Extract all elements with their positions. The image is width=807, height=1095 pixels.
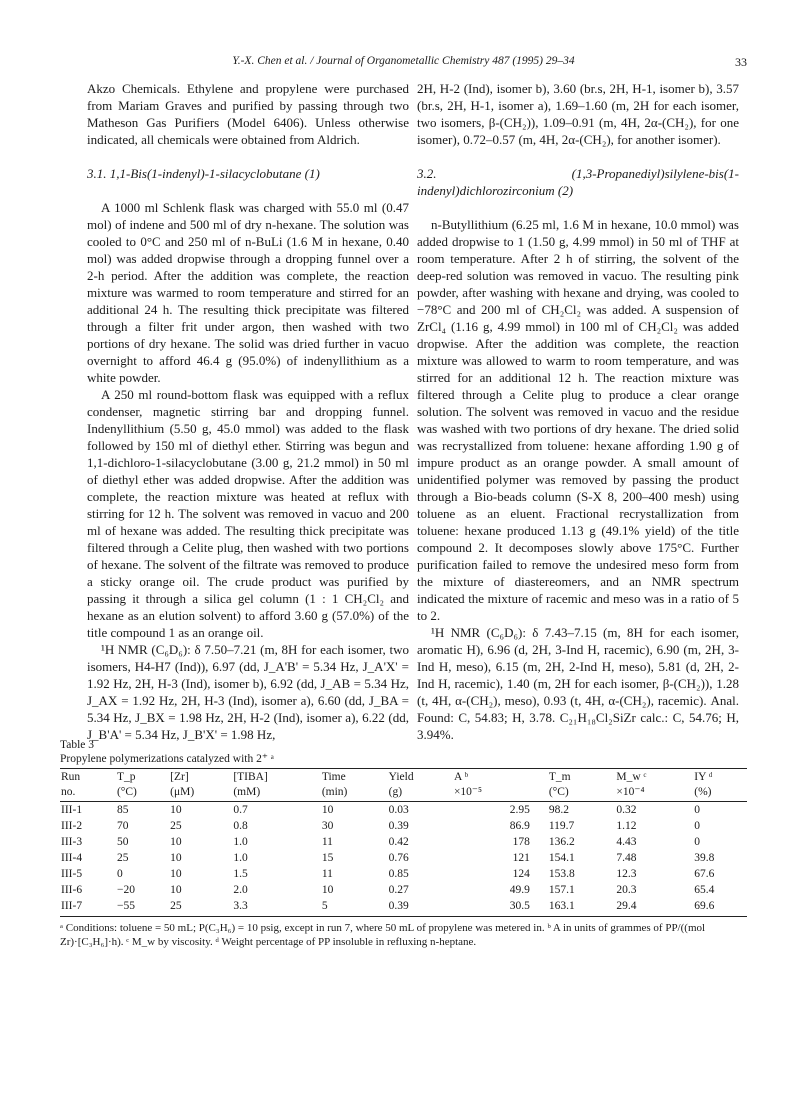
table-cell: III-6 — [61, 884, 83, 896]
table-cell: 119.7 — [548, 820, 575, 832]
table-cell: 153.8 — [548, 868, 575, 880]
table-cell: 0.03 — [388, 804, 409, 816]
table-cell: III-3 — [61, 836, 83, 848]
table-cell: 0.39 — [388, 820, 409, 832]
table-cell: 10 — [170, 804, 182, 816]
table-cell: 163.1 — [548, 898, 616, 917]
nmr-continuation: 2H, H-2 (Ind), isomer b), 3.60 (br.s, 2H, H-1, isomer b), 3.57 (br.s, 2H, H-1, isomer a), 1.69–1.60 (m, 2H for each isomer, two isomers, β-(CH₂)), 1.09–0.91 (m, 4H, 2α-(CH₂), for one isomer), 0.72–0.57 (m, 4H, 2α-(CH₂), for another isomer). — [417, 81, 739, 147]
table-cell: 25 — [170, 820, 182, 832]
table-row — [60, 818, 747, 834]
table-cell: 0 — [694, 804, 701, 816]
header-cell: [TIBA] — [232, 769, 321, 786]
table-cell: 1.0 — [233, 852, 248, 864]
table-cell: 3.3 — [232, 898, 321, 917]
header-unit-cell: (min) — [321, 785, 388, 802]
table-cell: 0.27 — [388, 884, 409, 896]
table-cell: 5 — [321, 898, 388, 917]
table-cell: III-1 — [61, 804, 83, 816]
section-3-2-title: 3.2. (1,3-Propanediyl)silylene-bis(1-indenyl)dichlorozirconium (2) — [417, 166, 739, 198]
header-unit-cell: (mM) — [232, 785, 321, 802]
table-row — [60, 866, 747, 882]
table-row — [60, 834, 747, 850]
table-cell: 1.0 — [233, 836, 248, 848]
header-cell: Run — [60, 769, 116, 786]
table-cell: 70 — [116, 820, 129, 832]
table-label: Table 3 — [60, 739, 95, 751]
table-cell: 10 — [170, 868, 182, 880]
table-cell: 20.3 — [616, 884, 637, 896]
table-cell: 10 — [170, 884, 182, 896]
left-column — [87, 80, 409, 743]
table-cell: III-2 — [61, 820, 83, 832]
table-cell: 1.12 — [616, 820, 637, 832]
table-header-row-top — [60, 769, 747, 786]
section-3-2-nmr: ¹H NMR (C₆D₆): δ 7.43–7.15 (m, 8H for each isomer, aromatic H), 6.96 (d, 2H, 3-Ind H, racemic), 6.90 (m, 2H, 3-Ind H, meso), 6.15 (m, 2H, 2-Ind H, meso), 5.81 (d, 2H, 2-Ind H, racemic), 1.40 (m, 2H for each isomer, β-(CH₂)), 1.28 (t, 4H, α-(CH₂), meso), 0.93 (t, 4H, α-(CH₂), racemic). Anal. Found: C, 54.83; H, 3.78. C₂₁H₁₈Cl₂SiZr calc.: C, 54.76; H, 3.94%. — [417, 625, 739, 742]
section-3-1-paragraph-1: A 1000 ml Schlenk flask was charged with 55.0 ml (0.47 mol) of indene and 500 ml of dry n-hexane. The solution was cooled to 0°C and 250 ml of n-BuLi (1.6 M in hexane, 0.40 mol) was added dropwise through a dropping funnel over a 2-h period. After the addition was complete, the reaction mixture was warmed to room temperature and stirred for an additional 24 h. The resulting thick precipitate was filtered through a filter frit under argon, then washed with two portions of dry hexane. The solid was dried further in vacuo overnight to afford 46.4 g (95.0%) of indenyllithium as a white powder. — [87, 200, 409, 385]
table-cell: 10 — [321, 884, 334, 896]
polymerization-table — [60, 768, 747, 917]
header-cell: A ᵇ — [453, 769, 548, 786]
table-cell: 2.95 — [509, 804, 530, 816]
table-cell: −55 — [116, 898, 169, 917]
table-cell: 0.8 — [233, 820, 248, 832]
table-cell: 136.2 — [548, 836, 575, 848]
table-cell: III-5 — [61, 868, 83, 880]
table-cell: 0.85 — [388, 868, 409, 880]
table-cell: 10 — [170, 852, 182, 864]
table-cell: 121 — [512, 852, 530, 864]
table-3 — [60, 738, 747, 949]
table-cell: 0 — [694, 820, 701, 832]
table-cell: 25 — [169, 898, 232, 917]
table-cell: 49.9 — [509, 884, 530, 896]
table-cell: 50 — [116, 836, 129, 848]
table-cell: 12.3 — [616, 868, 637, 880]
table-cell: 65.4 — [694, 884, 715, 896]
table-cell: 10 — [321, 804, 334, 816]
table-cell: 2.0 — [233, 884, 248, 896]
table-cell: 25 — [116, 852, 129, 864]
table-cell: 0.7 — [233, 804, 248, 816]
table-cell: 30 — [321, 820, 334, 832]
table-cell: −20 — [116, 884, 135, 896]
section-3-1-nmr: ¹H NMR (C₆D₆): δ 7.50–7.21 (m, 8H for each isomer, two isomers, H4-H7 (Ind)), 6.97 (dd, J_A'B' = 5.34 Hz, J_A'X' = 1.92 Hz, 2H, H-3 (Ind), isomer b), 6.92 (dd, J_AB = 5.34 Hz, J_AX = 1.92 Hz, 2H, H-3 (Ind), isomer a), 6.60 (dd, J_BA = 5.34 Hz, J_BX = 1.98 Hz, 2H, H-2 (Ind), isomer a), 6.22 (dd, J_B'A' = 5.34 Hz, J_B'X' = 1.98 Hz, — [87, 642, 409, 742]
header-cell: IY ᵈ — [693, 769, 747, 786]
page-number: 33 — [735, 55, 747, 69]
table-cell: 0 — [116, 868, 123, 880]
header-unit-cell: (μM) — [169, 785, 232, 802]
table-header-row-units — [60, 785, 747, 802]
intro-paragraph: Akzo Chemicals. Ethylene and propylene were purchased from Mariam Graves and purified by passing through two Matheson Gas Purifiers (Model 6406). Unless otherwise indicated, all chemicals were obtained from Aldrich. — [87, 81, 409, 147]
header-unit-cell: (°C) — [116, 785, 169, 802]
header-cell: T_p — [116, 769, 169, 786]
table-cell: 85 — [116, 804, 129, 816]
header-unit-cell: (g) — [388, 785, 453, 802]
table-cell: 86.9 — [509, 820, 530, 832]
header-unit-cell: ×10⁻⁴ — [615, 785, 693, 802]
header-unit-cell: (%) — [693, 785, 747, 802]
table-cell: III-7 — [60, 898, 116, 917]
table-cell: 0 — [694, 836, 701, 848]
table-cell: 0.32 — [616, 804, 637, 816]
table-cell: 69.6 — [693, 898, 747, 917]
table-cell: 154.1 — [548, 852, 575, 864]
table-cell: III-4 — [61, 852, 83, 864]
table-cell: 29.4 — [615, 898, 693, 917]
table-cell: 4.43 — [616, 836, 637, 848]
table-cell: 0.42 — [388, 836, 409, 848]
table-cell: 124 — [512, 868, 530, 880]
header-cell: [Zr] — [169, 769, 232, 786]
header-unit-cell: ×10⁻⁵ — [453, 785, 548, 802]
section-3-2-paragraph-1: n-Butyllithium (6.25 ml, 1.6 M in hexane, 10.0 mmol) was added dropwise to 1 (1.50 g, 4.99 mmol) in 50 ml of THF at room temperature. After 2 h of stirring, the solvent of the deep-red solution was removed in vacuo. The resulting pink powder, after washing with hexane and drying, was cooled to −78°C and 200 ml of CH₂Cl₂ was added. A suspension of ZrCl₄ (1.16 g, 4.99 mmol) in 100 ml of CH₂Cl₂ was added dropwise. After the addition was complete, the reaction mixture was allowed to warm to room temperature, and was stirred for an additional 12 h. The reaction mixture was filtered through a Celite plug to produce a clear orange solution. The solvent was removed in vacuo and the residue was washed with two portions of dry hexane. The dried solid was recrystallized from toluene: hexane affording 1.90 g of impure product as an orange powder. A small amount of unidentified polymer was removed by passing the product through a Bio-beads column (S-X 8, 200–400 mesh) using toluene as an eluent. Fractional recrystallization from toluene: hexane produced 1.13 g (49.1% yield) of the title compound 2. It decomposes slowly above 175°C. Further purification failed to remove the undesired meso form from the mixture of diastereomers, and an NMR spectrum indicated the mixture of racemic and meso was in a ratio of 5 to 2. — [417, 217, 739, 623]
section-3-1-title: 3.1. 1,1-Bis(1-indenyl)-1-silacyclobutane (1) — [87, 166, 320, 181]
table-cell: 11 — [321, 868, 333, 880]
table-footnote: ᵃ Conditions: toluene = 50 mL; P(C₃H₆) = 10 psig, except in run 7, where 50 mL of propylene was metered in. ᵇ A in units of grammes of PP/((mol Zr)·[C₃H₆]·h). ᶜ M_w by viscosity. ᵈ Weight percentage of PP insoluble in refluxing n-heptane. — [60, 922, 706, 948]
table-cell: 178 — [512, 836, 530, 848]
running-head: Y.-X. Chen et al. / Journal of Organometallic Chemistry 487 (1995) 29–34 — [232, 55, 575, 67]
table-cell: 1.5 — [233, 868, 248, 880]
table-cell: 10 — [170, 836, 182, 848]
table-row — [60, 898, 747, 917]
table-cell: 30.5 — [453, 898, 548, 917]
table-cell: 11 — [321, 836, 333, 848]
header-cell: M_w ᶜ — [615, 769, 693, 786]
table-cell: 39.8 — [694, 852, 715, 864]
table-cell: 0.39 — [388, 898, 453, 917]
table-cell: 15 — [321, 852, 334, 864]
table-body — [60, 802, 747, 917]
table-cell: 0.76 — [388, 852, 409, 864]
header-unit-cell: no. — [60, 785, 116, 802]
header-cell: Time — [321, 769, 388, 786]
table-cell: 67.6 — [694, 868, 715, 880]
table-row — [60, 802, 747, 819]
table-cell: 157.1 — [548, 884, 575, 896]
section-3-1-paragraph-2: A 250 ml round-bottom flask was equipped with a reflux condenser, magnetic stirring bar and dropping funnel. Indenyllithium (5.50 g, 45.0 mmol) was added to the flask followed by 150 ml of diethyl ether. Stirring was begun and 1,1-dichloro-1-silacyclobutane (3.00 g, 21.2 mmol) in 50 ml of diethyl ether was added dropwise. After the addition was complete, the reaction mixture was heated at reflux with stirring for 12 h. The solvent was removed in vacuo and 200 ml of hexane was added. The resulting thick precipitate was filtered through a Celite plug, then washed with two portions of hexane. The solvent of the filtrate was removed to produce a sticky orange oil. The crude product was purified by passing it through a silica gel column (1 : 1 CH₂Cl₂ and hexane as an elution solvent) to afford 3.60 g (57.0%) of the title compound 1 as an orange oil. — [87, 387, 409, 640]
table-row — [60, 850, 747, 866]
table-row — [60, 882, 747, 898]
table-cell: 98.2 — [548, 804, 569, 816]
header-cell: T_m — [548, 769, 616, 786]
table-cell: 7.48 — [616, 852, 637, 864]
table-caption: Propylene polymerizations catalyzed with 2⁺ ᵃ — [60, 753, 274, 765]
header-cell: Yield — [388, 769, 453, 786]
header-unit-cell: (°C) — [548, 785, 616, 802]
right-column — [417, 80, 739, 743]
